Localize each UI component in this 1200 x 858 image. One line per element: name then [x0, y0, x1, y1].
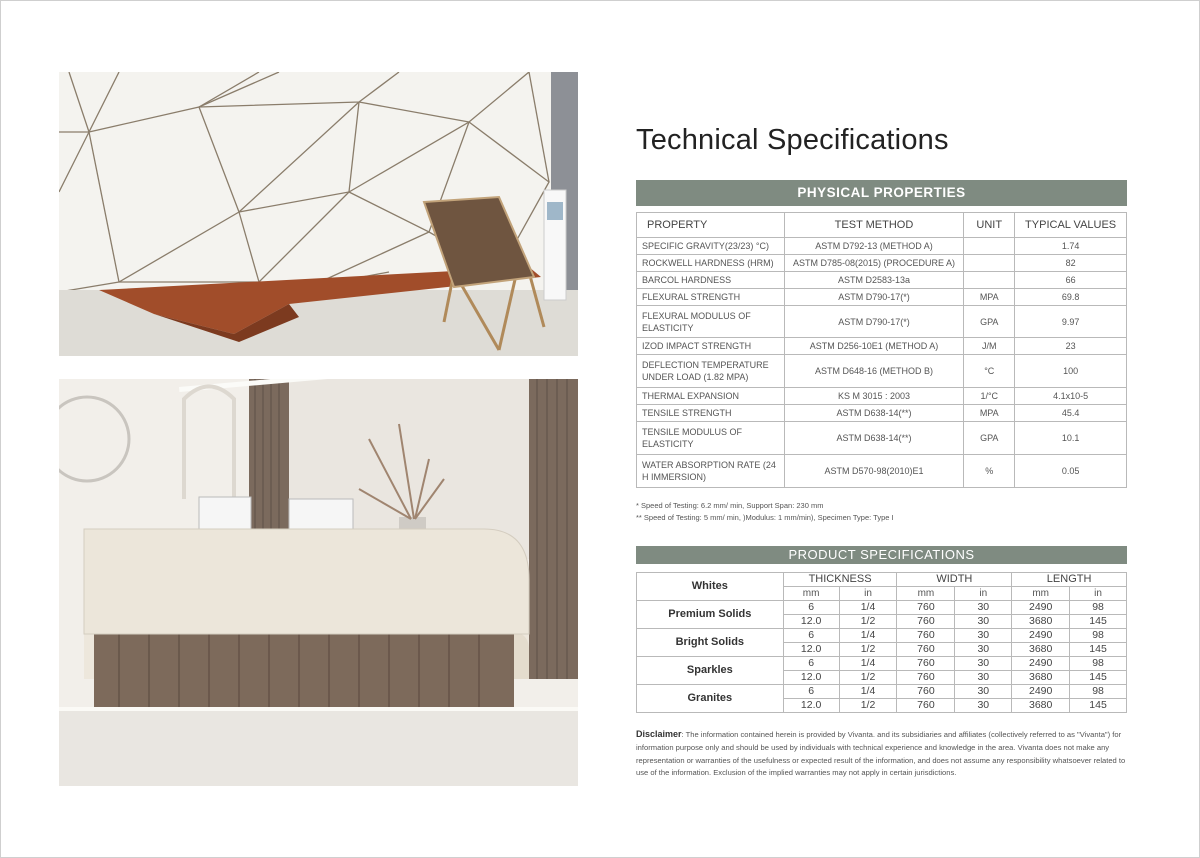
table-row	[637, 338, 1127, 355]
cell: 760	[897, 601, 955, 615]
cell: 760	[897, 629, 955, 643]
unit-cell: MPA	[964, 289, 1015, 306]
cell: 30	[955, 671, 1012, 685]
table-row	[637, 455, 1127, 488]
value-cell: 1.74	[1015, 238, 1127, 255]
product-specifications-heading: PRODUCT SPECIFICATIONS	[636, 546, 1127, 564]
header-property: PROPERTY	[637, 213, 785, 238]
header-test-method: TEST METHOD	[784, 213, 964, 238]
unit-cell: GPA	[964, 306, 1015, 338]
unit-mm: mm	[783, 587, 839, 601]
method-cell: ASTM D648-16 (METHOD B)	[784, 355, 964, 388]
page-title: Technical Specifications	[636, 124, 949, 156]
value-cell: 100	[1015, 355, 1127, 388]
unit-cell: 1/°C	[964, 388, 1015, 405]
product-specifications-table	[636, 572, 1127, 713]
cell: 145	[1070, 699, 1127, 713]
cell: 1/4	[839, 629, 897, 643]
value-cell: 23	[1015, 338, 1127, 355]
table-row	[637, 601, 1127, 615]
cell: 30	[955, 699, 1012, 713]
unit-in: in	[839, 587, 897, 601]
unit-in: in	[1070, 587, 1127, 601]
cell: 2490	[1012, 629, 1070, 643]
unit-cell: GPA	[964, 422, 1015, 455]
table-row	[637, 238, 1127, 255]
cell: 6	[783, 601, 839, 615]
cell: 760	[897, 685, 955, 699]
method-cell: ASTM D790-17(*)	[784, 289, 964, 306]
cell: 760	[897, 643, 955, 657]
cell: 98	[1070, 685, 1127, 699]
cell: 30	[955, 601, 1012, 615]
test-note: * Speed of Testing: 6.2 mm/ min, Support Span: 230 mm	[636, 501, 824, 510]
cell: 12.0	[783, 671, 839, 685]
method-cell: ASTM D790-17(*)	[784, 306, 964, 338]
cell: 2490	[1012, 657, 1070, 671]
cell: 145	[1070, 643, 1127, 657]
property-cell: DEFLECTION TEMPERATURE UNDER LOAD (1.82 MPA)	[637, 355, 785, 388]
header-unit: UNIT	[964, 213, 1015, 238]
table-row	[637, 289, 1127, 306]
cell: 3680	[1012, 643, 1070, 657]
property-cell: TENSILE MODULUS OF ELASTICITY	[637, 422, 785, 455]
cell: 1/2	[839, 615, 897, 629]
value-cell: 4.1x10-5	[1015, 388, 1127, 405]
table-row	[637, 388, 1127, 405]
cell: 1/2	[839, 671, 897, 685]
cell: 12.0	[783, 699, 839, 713]
unit-cell: °C	[964, 355, 1015, 388]
physical-properties-heading: PHYSICAL PROPERTIES	[636, 180, 1127, 206]
cell: 2490	[1012, 601, 1070, 615]
cell: 760	[897, 671, 955, 685]
cell: 760	[897, 615, 955, 629]
table-row	[637, 685, 1127, 699]
cell: 3680	[1012, 671, 1070, 685]
cell: 760	[897, 699, 955, 713]
table-row	[637, 255, 1127, 272]
physical-properties-table	[636, 212, 1127, 488]
unit-cell: %	[964, 455, 1015, 488]
property-cell: IZOD IMPACT STRENGTH	[637, 338, 785, 355]
table-row	[637, 306, 1127, 338]
header-typical-values: TYPICAL VALUES	[1015, 213, 1127, 238]
cell: 12.0	[783, 643, 839, 657]
table-row	[637, 657, 1127, 671]
test-notes	[636, 500, 894, 524]
unit-cell	[964, 272, 1015, 289]
value-cell: 10.1	[1015, 422, 1127, 455]
disclaimer-text: : The information contained herein is provided by Vivanta. and its subsidiaries and affiliates (collectively referred to as "Vivanta") for information purpose only and should be used by individuals with technical experience and knowledge in the area. Vivanta does not make any representation or warranties of the usefulness or expected result of the information, and does not assume any responsibility whatsoever related to use of the information. Exclusion of the implied warranties may not apply in certain jurisdictions.	[636, 730, 1126, 778]
unit-cell	[964, 255, 1015, 272]
cell: 2490	[1012, 685, 1070, 699]
table-row	[637, 355, 1127, 388]
table-row	[637, 272, 1127, 289]
cell: 3680	[1012, 699, 1070, 713]
cell: 30	[955, 615, 1012, 629]
group-label: Bright Solids	[637, 629, 784, 657]
table-header-row	[637, 213, 1127, 238]
property-cell: WATER ABSORPTION RATE (24 H IMMERSION)	[637, 455, 785, 488]
cell: 12.0	[783, 615, 839, 629]
cell: 98	[1070, 629, 1127, 643]
cell: 30	[955, 643, 1012, 657]
method-cell: ASTM D638-14(**)	[784, 422, 964, 455]
property-cell: BARCOL HARDNESS	[637, 272, 785, 289]
lobby-geometric-wall-photo	[59, 72, 578, 356]
cell: 98	[1070, 601, 1127, 615]
cell: 6	[783, 629, 839, 643]
group-label: Granites	[637, 685, 784, 713]
cell: 30	[955, 629, 1012, 643]
cell: 145	[1070, 671, 1127, 685]
value-cell: 66	[1015, 272, 1127, 289]
method-cell: ASTM D2583-13a	[784, 272, 964, 289]
reception-desk-photo	[59, 379, 578, 786]
cell: 145	[1070, 615, 1127, 629]
unit-cell	[964, 238, 1015, 255]
whites-label: Whites	[637, 573, 784, 601]
cell: 760	[897, 657, 955, 671]
method-cell: ASTM D638-14(**)	[784, 405, 964, 422]
method-cell: ASTM D785-08(2015) (PROCEDURE A)	[784, 255, 964, 272]
unit-mm: mm	[897, 587, 955, 601]
cell: 30	[955, 685, 1012, 699]
disclaimer	[636, 728, 1128, 780]
table-row	[637, 405, 1127, 422]
cell: 1/4	[839, 657, 897, 671]
property-cell: SPECIFIC GRAVITY(23/23) °C)	[637, 238, 785, 255]
cell: 30	[955, 657, 1012, 671]
value-cell: 45.4	[1015, 405, 1127, 422]
cell: 3680	[1012, 615, 1070, 629]
value-cell: 82	[1015, 255, 1127, 272]
value-cell: 69.8	[1015, 289, 1127, 306]
cell: 6	[783, 657, 839, 671]
disclaimer-label: Disclaimer	[636, 729, 682, 739]
method-cell: ASTM D570-98(2010)E1	[784, 455, 964, 488]
unit-cell: MPA	[964, 405, 1015, 422]
cell: 6	[783, 685, 839, 699]
test-note: ** Speed of Testing: 5 mm/ min, )Modulus: 1 mm/min), Specimen Type: Type I	[636, 513, 894, 522]
cell: 1/4	[839, 601, 897, 615]
property-cell: THERMAL EXPANSION	[637, 388, 785, 405]
property-cell: TENSILE STRENGTH	[637, 405, 785, 422]
property-cell: FLEXURAL MODULUS OF ELASTICITY	[637, 306, 785, 338]
cell: 1/2	[839, 699, 897, 713]
method-cell: KS M 3015 : 2003	[784, 388, 964, 405]
width-header: WIDTH	[897, 573, 1012, 587]
unit-cell: J/M	[964, 338, 1015, 355]
value-cell: 0.05	[1015, 455, 1127, 488]
thickness-header: THICKNESS	[783, 573, 897, 587]
property-cell: ROCKWELL HARDNESS (HRM)	[637, 255, 785, 272]
table-row	[637, 629, 1127, 643]
group-label: Premium Solids	[637, 601, 784, 629]
value-cell: 9.97	[1015, 306, 1127, 338]
method-cell: ASTM D792-13 (METHOD A)	[784, 238, 964, 255]
dimension-header-row	[637, 573, 1127, 587]
group-label: Sparkles	[637, 657, 784, 685]
unit-mm: mm	[1012, 587, 1070, 601]
cell: 1/2	[839, 643, 897, 657]
cell: 98	[1070, 657, 1127, 671]
property-cell: FLEXURAL STRENGTH	[637, 289, 785, 306]
length-header: LENGTH	[1012, 573, 1127, 587]
method-cell: ASTM D256-10E1 (METHOD A)	[784, 338, 964, 355]
table-row	[637, 422, 1127, 455]
unit-in: in	[955, 587, 1012, 601]
cell: 1/4	[839, 685, 897, 699]
